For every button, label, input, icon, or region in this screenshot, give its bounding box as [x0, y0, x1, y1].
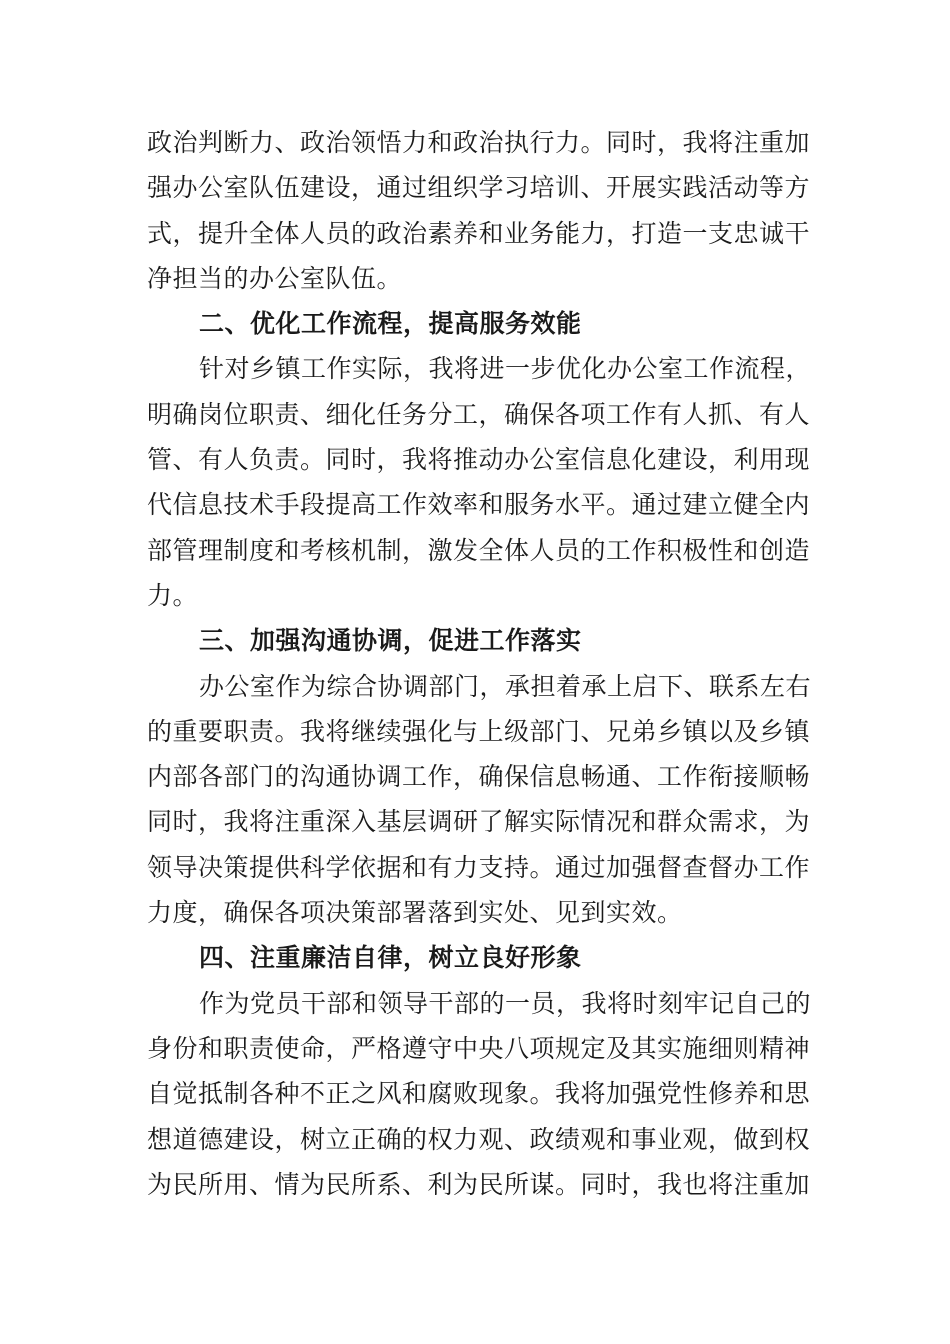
text-line: 为民所用、情为民所系、利为民所谋。同时，我也将注重加	[147, 1169, 811, 1199]
section-heading	[147, 301, 807, 346]
text-line: 作为党员干部和领导干部的一员，我将时刻牢记自己的	[199, 988, 812, 1018]
section-heading	[147, 618, 807, 663]
heading-text: 三、加强沟通协调，促进工作落实	[199, 626, 582, 656]
text-line: 式，提升全体人员的政治素养和业务能力，打造一支忠诚干	[147, 218, 811, 248]
text-line: 净担当的办公室队伍。	[147, 263, 403, 293]
document-body	[147, 120, 812, 1207]
text-line: 的重要职责。我将继续强化与上级部门、兄弟乡镇以及乡镇	[147, 716, 811, 746]
paragraph	[147, 981, 812, 1207]
text-line: 自觉抵制各种不正之风和腐败现象。我将加强党性修养和思	[147, 1079, 811, 1109]
text-line: 办公室作为综合协调部门，承担着承上启下、联系左右	[199, 671, 812, 701]
text-line: 想道德建设，树立正确的权力观、政绩观和事业观，做到权	[147, 1124, 811, 1154]
text-line: 明确岗位职责、细化任务分工，确保各项工作有人抓、有人	[147, 399, 811, 429]
text-line: 部管理制度和考核机制，激发全体人员的工作积极性和创造	[147, 535, 811, 565]
paragraph	[147, 346, 812, 618]
paragraph	[147, 120, 811, 301]
text-line: 领导决策提供科学依据和有力支持。通过加强督查督办工作	[147, 852, 811, 882]
section-heading	[147, 935, 807, 980]
text-line: 管、有人负责。同时，我将推动办公室信息化建设，利用现	[147, 445, 811, 475]
text-line: 代信息技术手段提高工作效率和服务水平。通过建立健全内	[147, 490, 811, 520]
text-line: 针对乡镇工作实际，我将进一步优化办公室工作流程，	[199, 354, 812, 384]
text-line: 身份和职责使命，严格遵守中央八项规定及其实施细则精神	[147, 1033, 811, 1063]
heading-text: 二、优化工作流程，提高服务效能	[199, 309, 582, 339]
paragraph	[147, 664, 812, 936]
text-line: 政治判断力、政治领悟力和政治执行力。同时，我将注重加	[147, 128, 811, 157]
text-line: 强办公室队伍建设，通过组织学习培训、开展实践活动等方	[147, 173, 811, 203]
text-line: 力度，确保各项决策部署落到实处、见到实效。	[147, 898, 683, 928]
heading-text: 四、注重廉洁自律，树立良好形象	[199, 943, 582, 973]
text-line: 内部各部门的沟通协调工作，确保信息畅通、工作衔接顺畅	[147, 762, 811, 792]
text-line: 力。	[147, 580, 199, 610]
text-line: 同时，我将注重深入基层调研了解实际情况和群众需求，为	[147, 807, 811, 837]
